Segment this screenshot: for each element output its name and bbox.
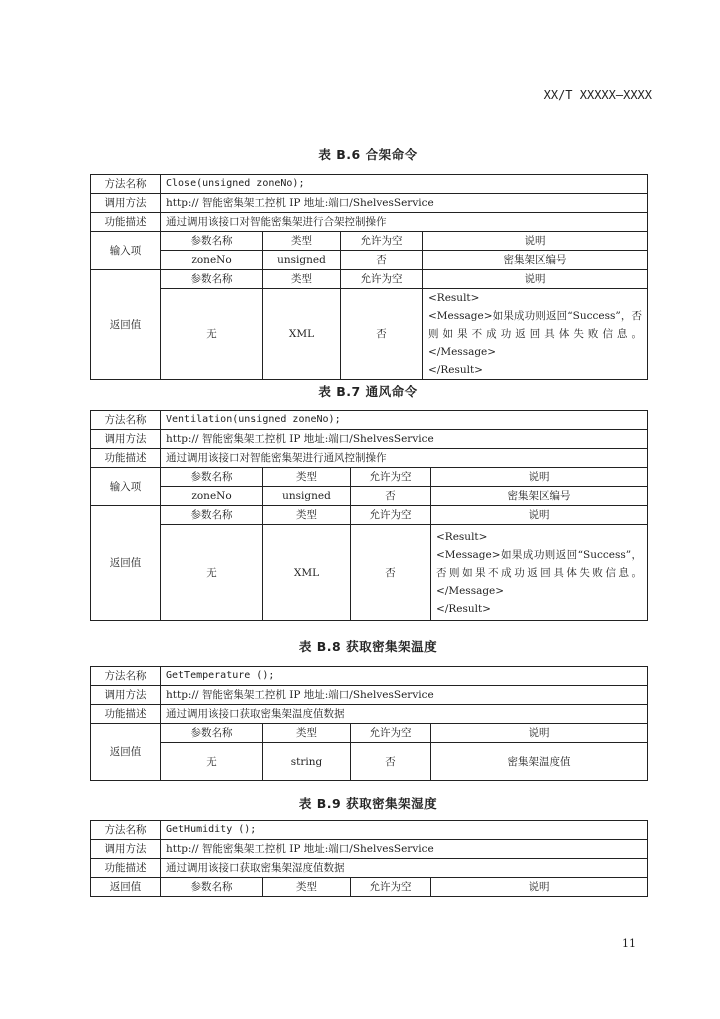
input-param-desc: 密集架区编号: [431, 487, 648, 506]
table-row: [91, 270, 648, 289]
table-row: [91, 821, 648, 840]
result-open-tag: <Result>: [436, 530, 488, 543]
table-row: [91, 468, 648, 487]
desc-header: 说明: [423, 232, 648, 251]
type-header: 类型: [263, 232, 341, 251]
input-param-name: zoneNo: [161, 487, 263, 506]
return-param-nullable: 否: [351, 525, 431, 621]
table-row: [91, 213, 648, 232]
function-desc: 通过调用该接口对智能密集架进行通风控制操作: [161, 449, 648, 468]
type-header: 类型: [263, 878, 351, 897]
table-row: [91, 525, 648, 621]
return-param-type: XML: [263, 289, 341, 380]
table-row: [91, 840, 648, 859]
table-b7: [90, 410, 648, 621]
function-desc-label: 功能描述: [91, 705, 161, 724]
call-method-label: 调用方法: [91, 840, 161, 859]
result-message: <Message>如果成功则返回“Success”，否则如果不成功返回具体失败信息。</Message>: [428, 310, 643, 358]
function-desc: 通过调用该接口获取密集架温度值数据: [161, 705, 648, 724]
return-label: 返回值: [91, 878, 161, 897]
return-param-nullable: 否: [341, 289, 423, 380]
return-param-name: 无: [161, 525, 263, 621]
table-row: [91, 251, 648, 270]
table-row: [91, 194, 648, 213]
input-label: 输入项: [91, 232, 161, 270]
method-name-label: 方法名称: [91, 175, 161, 194]
table-row: [91, 430, 648, 449]
table-row: [91, 859, 648, 878]
table-row: [91, 724, 648, 743]
input-param-desc: 密集架区编号: [423, 251, 648, 270]
param-name-header: 参数名称: [161, 270, 263, 289]
function-desc-label: 功能描述: [91, 213, 161, 232]
input-label: 输入项: [91, 468, 161, 506]
table-row: [91, 449, 648, 468]
result-message: <Message>如果成功则返回“Success”，否则如果不成功返回具体失败信息。</Message>: [436, 548, 643, 597]
return-param-name: 无: [161, 743, 263, 781]
nullable-header: 允许为空: [341, 232, 423, 251]
result-open-tag: <Result>: [428, 292, 480, 304]
table-b6: [90, 174, 648, 380]
call-method-label: 调用方法: [91, 194, 161, 213]
table-caption-b6: 表 B.6 合架命令: [318, 147, 418, 162]
function-desc-label: 功能描述: [91, 449, 161, 468]
return-param-type: XML: [263, 525, 351, 621]
return-label: 返回值: [91, 506, 161, 621]
desc-header: 说明: [431, 468, 648, 487]
table-row: [91, 743, 648, 781]
return-result-xml: [431, 525, 648, 621]
table-caption-b9: 表 B.9 获取密集架湿度: [298, 796, 438, 811]
standard-code: XX/T XXXXX—XXXX: [543, 88, 652, 102]
method-name-label: 方法名称: [91, 821, 161, 840]
param-name-header: 参数名称: [161, 878, 263, 897]
result-close-tag: </Result>: [436, 602, 491, 615]
method-signature: GetTemperature ();: [161, 667, 648, 686]
param-name-header: 参数名称: [161, 232, 263, 251]
input-param-type: unsigned: [263, 251, 341, 270]
table-row: [91, 232, 648, 251]
table-row: [91, 705, 648, 724]
desc-header: 说明: [423, 270, 648, 289]
method-signature: GetHumidity ();: [161, 821, 648, 840]
nullable-header: 允许为空: [351, 468, 431, 487]
table-row: [91, 289, 648, 380]
input-param-nullable: 否: [341, 251, 423, 270]
method-signature: Ventilation(unsigned zoneNo);: [161, 411, 648, 430]
nullable-header: 允许为空: [351, 506, 431, 525]
function-desc: 通过调用该接口获取密集架湿度值数据: [161, 859, 648, 878]
table-b8: [90, 666, 648, 781]
method-signature: Close(unsigned zoneNo);: [161, 175, 648, 194]
return-param-type: string: [263, 743, 351, 781]
function-desc-label: 功能描述: [91, 859, 161, 878]
service-url: http:// 智能密集架工控机 IP 地址:端口/ShelvesService: [161, 430, 648, 449]
return-param-nullable: 否: [351, 743, 431, 781]
input-param-nullable: 否: [351, 487, 431, 506]
page-number: 11: [622, 937, 636, 950]
table-caption-b8: 表 B.8 获取密集架温度: [298, 639, 438, 654]
service-url: http:// 智能密集架工控机 IP 地址:端口/ShelvesService: [161, 686, 648, 705]
return-param-name: 无: [161, 289, 263, 380]
param-name-header: 参数名称: [161, 468, 263, 487]
desc-header: 说明: [431, 724, 648, 743]
call-method-label: 调用方法: [91, 686, 161, 705]
param-name-header: 参数名称: [161, 724, 263, 743]
param-name-header: 参数名称: [161, 506, 263, 525]
method-name-label: 方法名称: [91, 411, 161, 430]
type-header: 类型: [263, 270, 341, 289]
input-param-name: zoneNo: [161, 251, 263, 270]
type-header: 类型: [263, 506, 351, 525]
function-desc: 通过调用该接口对智能密集架进行合架控制操作: [161, 213, 648, 232]
type-header: 类型: [263, 468, 351, 487]
table-row: [91, 667, 648, 686]
table-row: [91, 175, 648, 194]
input-param-type: unsigned: [263, 487, 351, 506]
return-result-xml: [423, 289, 648, 380]
type-header: 类型: [263, 724, 351, 743]
return-label: 返回值: [91, 270, 161, 380]
nullable-header: 允许为空: [351, 724, 431, 743]
table-row: [91, 878, 648, 897]
method-name-label: 方法名称: [91, 667, 161, 686]
service-url: http:// 智能密集架工控机 IP 地址:端口/ShelvesService: [161, 840, 648, 859]
desc-header: 说明: [431, 506, 648, 525]
return-param-desc: 密集架温度值: [431, 743, 648, 781]
service-url: http:// 智能密集架工控机 IP 地址:端口/ShelvesService: [161, 194, 648, 213]
table-caption-b7: 表 B.7 通风命令: [318, 384, 418, 399]
return-label: 返回值: [91, 724, 161, 781]
table-row: [91, 506, 648, 525]
result-close-tag: </Result>: [428, 364, 483, 376]
nullable-header: 允许为空: [351, 878, 431, 897]
nullable-header: 允许为空: [341, 270, 423, 289]
desc-header: 说明: [431, 878, 648, 897]
call-method-label: 调用方法: [91, 430, 161, 449]
table-row: [91, 686, 648, 705]
table-row: [91, 487, 648, 506]
table-row: [91, 411, 648, 430]
table-b9: [90, 820, 648, 897]
